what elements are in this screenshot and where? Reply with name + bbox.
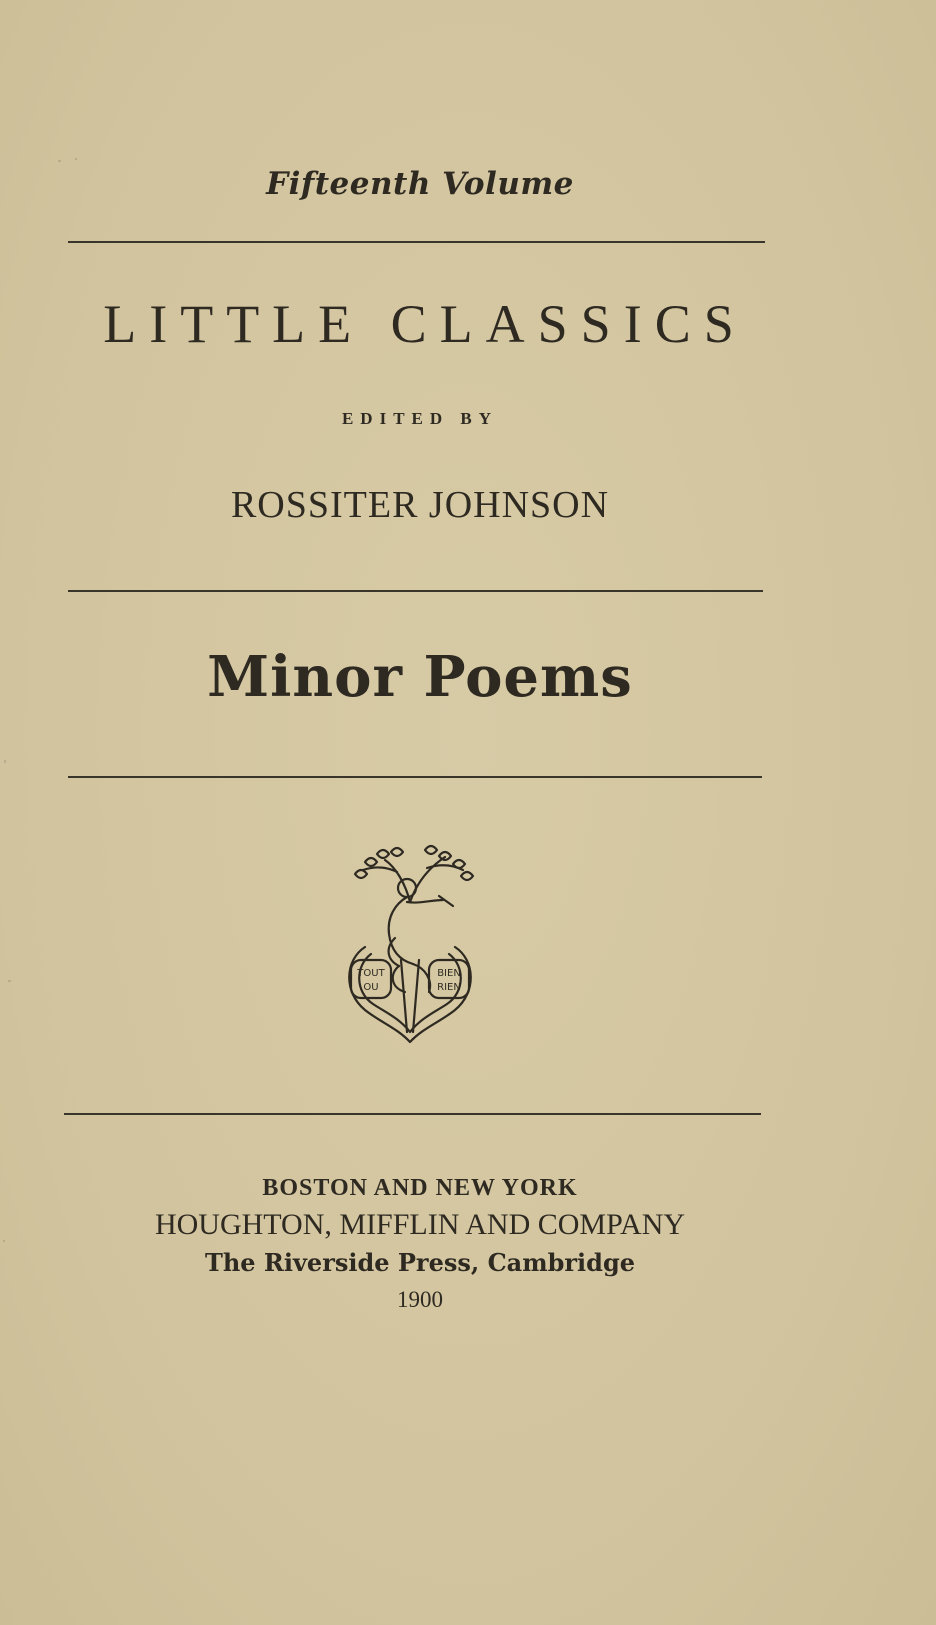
paper-speck	[8, 980, 11, 982]
printer-device-emblem-icon	[335, 842, 485, 1047]
editor-name: ROSSITER JOHNSON	[230, 484, 610, 526]
divider-rule	[64, 1113, 761, 1115]
imprint-publisher: HOUGHTON, MIFFLIN AND COMPANY	[154, 1208, 686, 1241]
paper-speck	[4, 760, 6, 763]
edited-by-label: EDITED BY	[341, 409, 499, 428]
divider-rule	[68, 241, 765, 243]
motto-right-1: BIEN	[437, 968, 461, 979]
series-title: LITTLE CLASSICS	[103, 294, 747, 354]
book-title: Minor Poems	[207, 644, 633, 710]
imprint-year: 1900	[397, 1287, 443, 1312]
motto-left-1: TOUT	[357, 968, 385, 979]
imprint-press: The Riverside Press, Cambridge	[204, 1248, 635, 1277]
imprint-place: BOSTON AND NEW YORK	[262, 1175, 578, 1201]
paper-speck	[58, 160, 61, 162]
motto-left-2: OU	[363, 982, 379, 993]
paper-speck	[75, 158, 77, 160]
divider-rule	[68, 776, 762, 778]
volume-heading: Fifteenth Volume	[266, 166, 574, 202]
paper-speck	[3, 1240, 5, 1242]
motto-right-2: RIEN	[437, 982, 461, 993]
divider-rule	[68, 590, 763, 592]
